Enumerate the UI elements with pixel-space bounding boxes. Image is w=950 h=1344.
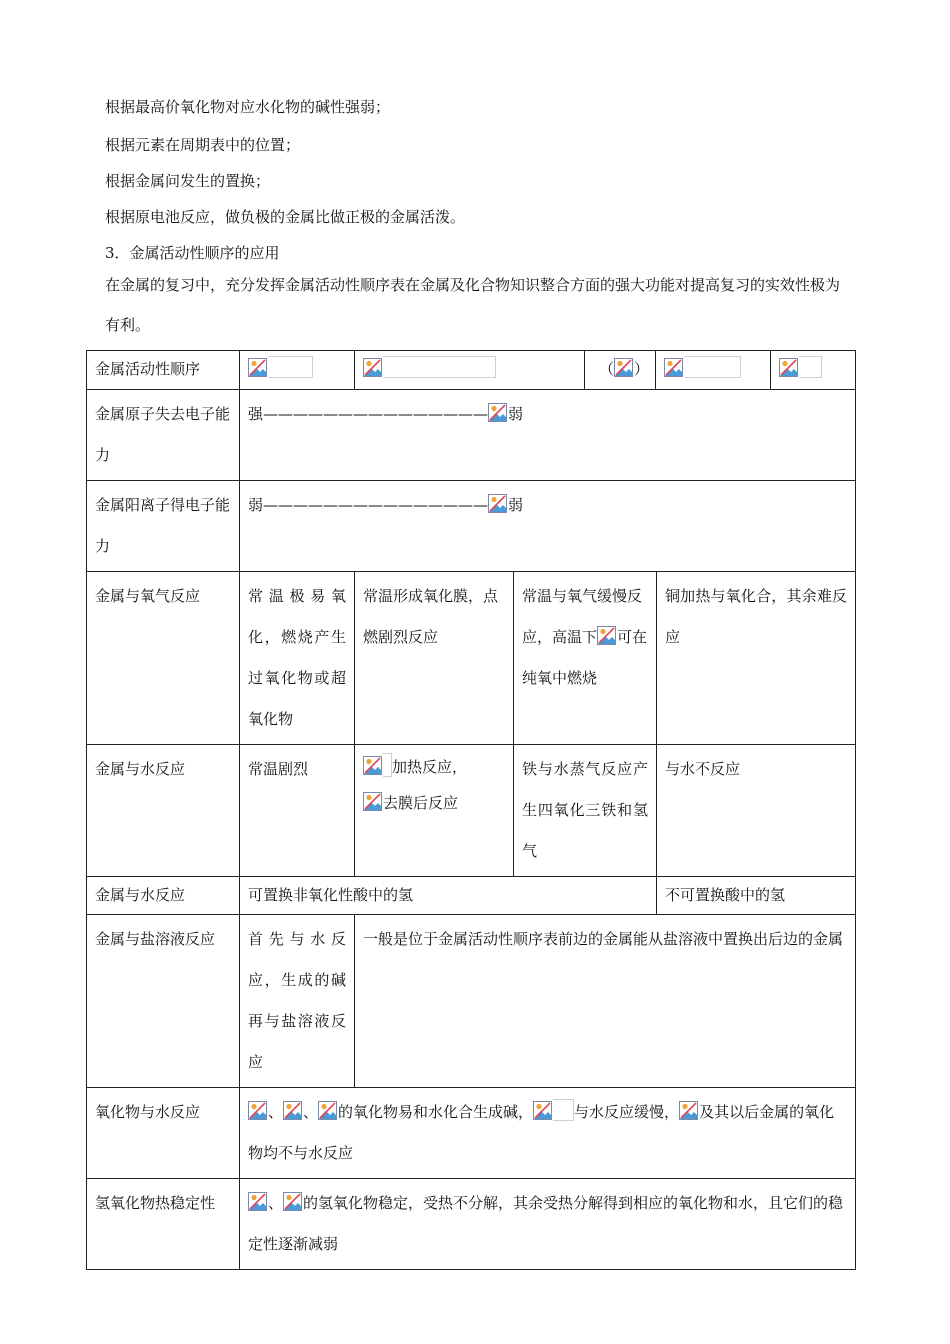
order-cell-1 — [240, 351, 355, 390]
order-cell-3 — [585, 351, 656, 389]
row-label: 氢氧化物热稳定性 — [87, 1179, 240, 1270]
water-col-1: 常温剧烈 — [240, 745, 355, 877]
order-cell-5 — [771, 351, 855, 389]
intro-paragraph-text: 在金属的复习中，充分发挥金属活动性顺序表在金属及化合物知识整合方面的强大功能对提高复习的实效性极为有利。 — [105, 276, 841, 334]
separator: 、 — [303, 1103, 319, 1121]
row-oxide — [87, 1088, 856, 1179]
acid-col-1: 可置换非氧化性酸中的氢 — [240, 877, 657, 915]
row-activity-order — [87, 351, 856, 390]
broken-image-icon — [248, 358, 267, 377]
row-water — [87, 745, 856, 877]
broken-image-icon — [363, 792, 382, 811]
trend-start: 强 — [248, 405, 264, 423]
trend-cell — [240, 481, 856, 572]
salt-col-2: 一般是位于金属活动性顺序表前边的金属能从盐溶液中置换出后边的金属 — [355, 915, 856, 1088]
broken-image-icon — [318, 1101, 337, 1120]
oxide-content — [240, 1088, 856, 1179]
paren-open: （ — [599, 360, 615, 378]
separator: 、 — [268, 1103, 284, 1121]
water-col-4: 与水不反应 — [657, 745, 856, 877]
intro-line-2: 根据元素在周期表中的位置； — [105, 136, 301, 154]
broken-image-icon — [664, 358, 683, 377]
row-label: 金属活动性顺序 — [87, 351, 240, 390]
row-label: 金属与水反应 — [87, 877, 240, 915]
hydroxide-text: 的氢氧化物稳定，受热不分解，其余受热分解得到相应的氧化物和水，且它们的稳定性逐渐减弱 — [248, 1194, 844, 1253]
intro-line-3: 根据金属问发生的置换； — [105, 172, 271, 190]
row-label: 氧化物与水反应 — [87, 1088, 240, 1179]
separator: 、 — [268, 1194, 284, 1212]
oxygen-col-3-text: 常温与氧气缓慢反应，高温下 — [522, 587, 643, 646]
order-cell-group — [355, 351, 856, 390]
row-label: 金属原子失去电子能力 — [87, 390, 240, 481]
intro-line-4: 根据原电池反应，做负极的金属比做正极的金属活泼。 — [105, 208, 466, 226]
salt-col-1: 首先与水反应，生成的碱再与盐溶液反应 — [240, 915, 355, 1088]
trend-arrow-line: ——————————————— — [263, 496, 489, 514]
order-cell-2 — [355, 351, 585, 389]
broken-image-icon — [248, 1192, 267, 1211]
row-salt — [87, 915, 856, 1088]
row-hydroxide — [87, 1179, 856, 1270]
hydroxide-content — [240, 1179, 856, 1270]
row-electron-gain — [87, 481, 856, 572]
row-acid — [87, 877, 856, 915]
row-label: 金属与氧气反应 — [87, 572, 240, 745]
row-electron-loss — [87, 390, 856, 481]
oxygen-col-3-text-2: 可在纯氧中燃烧 — [522, 628, 648, 687]
row-label: 金属与水反应 — [87, 745, 240, 877]
trend-arrow-line: ——————————————— — [263, 405, 489, 423]
water-col-3: 铁与水蒸气反应产生四氧化三铁和氢气 — [514, 745, 657, 877]
order-cell-4 — [656, 351, 771, 389]
trend-end: 弱 — [508, 405, 524, 423]
row-label: 金属与盐溶液反应 — [87, 915, 240, 1088]
oxide-text-3: 及其以后金属的氧化物均不与水反应 — [248, 1103, 835, 1162]
broken-image-icon — [679, 1101, 698, 1120]
oxygen-col-1: 常温极易氧化，燃烧产生过氧化物或超氧化物 — [240, 572, 355, 745]
broken-image-icon — [597, 626, 616, 645]
broken-image-icon — [488, 403, 507, 422]
intro-line-1: 根据最高价氧化物对应水化物的碱性强弱； — [105, 98, 391, 116]
water-col-2-line-2: 去膜后反应 — [383, 794, 459, 812]
broken-image-icon — [614, 358, 633, 377]
row-oxygen — [87, 572, 856, 745]
oxygen-col-2: 常温形成氧化膜，点燃剧烈反应 — [355, 572, 514, 745]
section-heading: 3．金属活动性顺序的应用 — [105, 244, 280, 262]
water-col-2 — [355, 745, 514, 877]
trend-cell — [240, 390, 856, 481]
broken-image-icon — [283, 1101, 302, 1120]
metal-activity-table — [86, 350, 856, 1270]
trend-end: 弱 — [508, 496, 524, 514]
intro-paragraph — [105, 265, 850, 345]
broken-image-icon — [363, 358, 382, 377]
paren-close: ） — [634, 360, 650, 378]
oxygen-col-4: 铜加热与氧化合，其余难反应 — [657, 572, 856, 745]
broken-image-icon — [363, 756, 382, 775]
broken-image-icon — [779, 358, 798, 377]
broken-image-icon — [488, 494, 507, 513]
acid-col-2: 不可置换酸中的氢 — [657, 877, 856, 915]
row-label: 金属阳离子得电子能力 — [87, 481, 240, 572]
oxide-text-1: 的氧化物易和水化合生成碱， — [338, 1103, 534, 1121]
trend-start: 弱 — [248, 496, 264, 514]
broken-image-icon — [283, 1192, 302, 1211]
oxygen-col-3 — [514, 572, 657, 745]
broken-image-icon — [533, 1101, 552, 1120]
broken-image-icon — [248, 1101, 267, 1120]
oxide-text-2: 与水反应缓慢， — [574, 1103, 680, 1121]
water-col-2-line-1: 加热反应， — [392, 758, 468, 776]
